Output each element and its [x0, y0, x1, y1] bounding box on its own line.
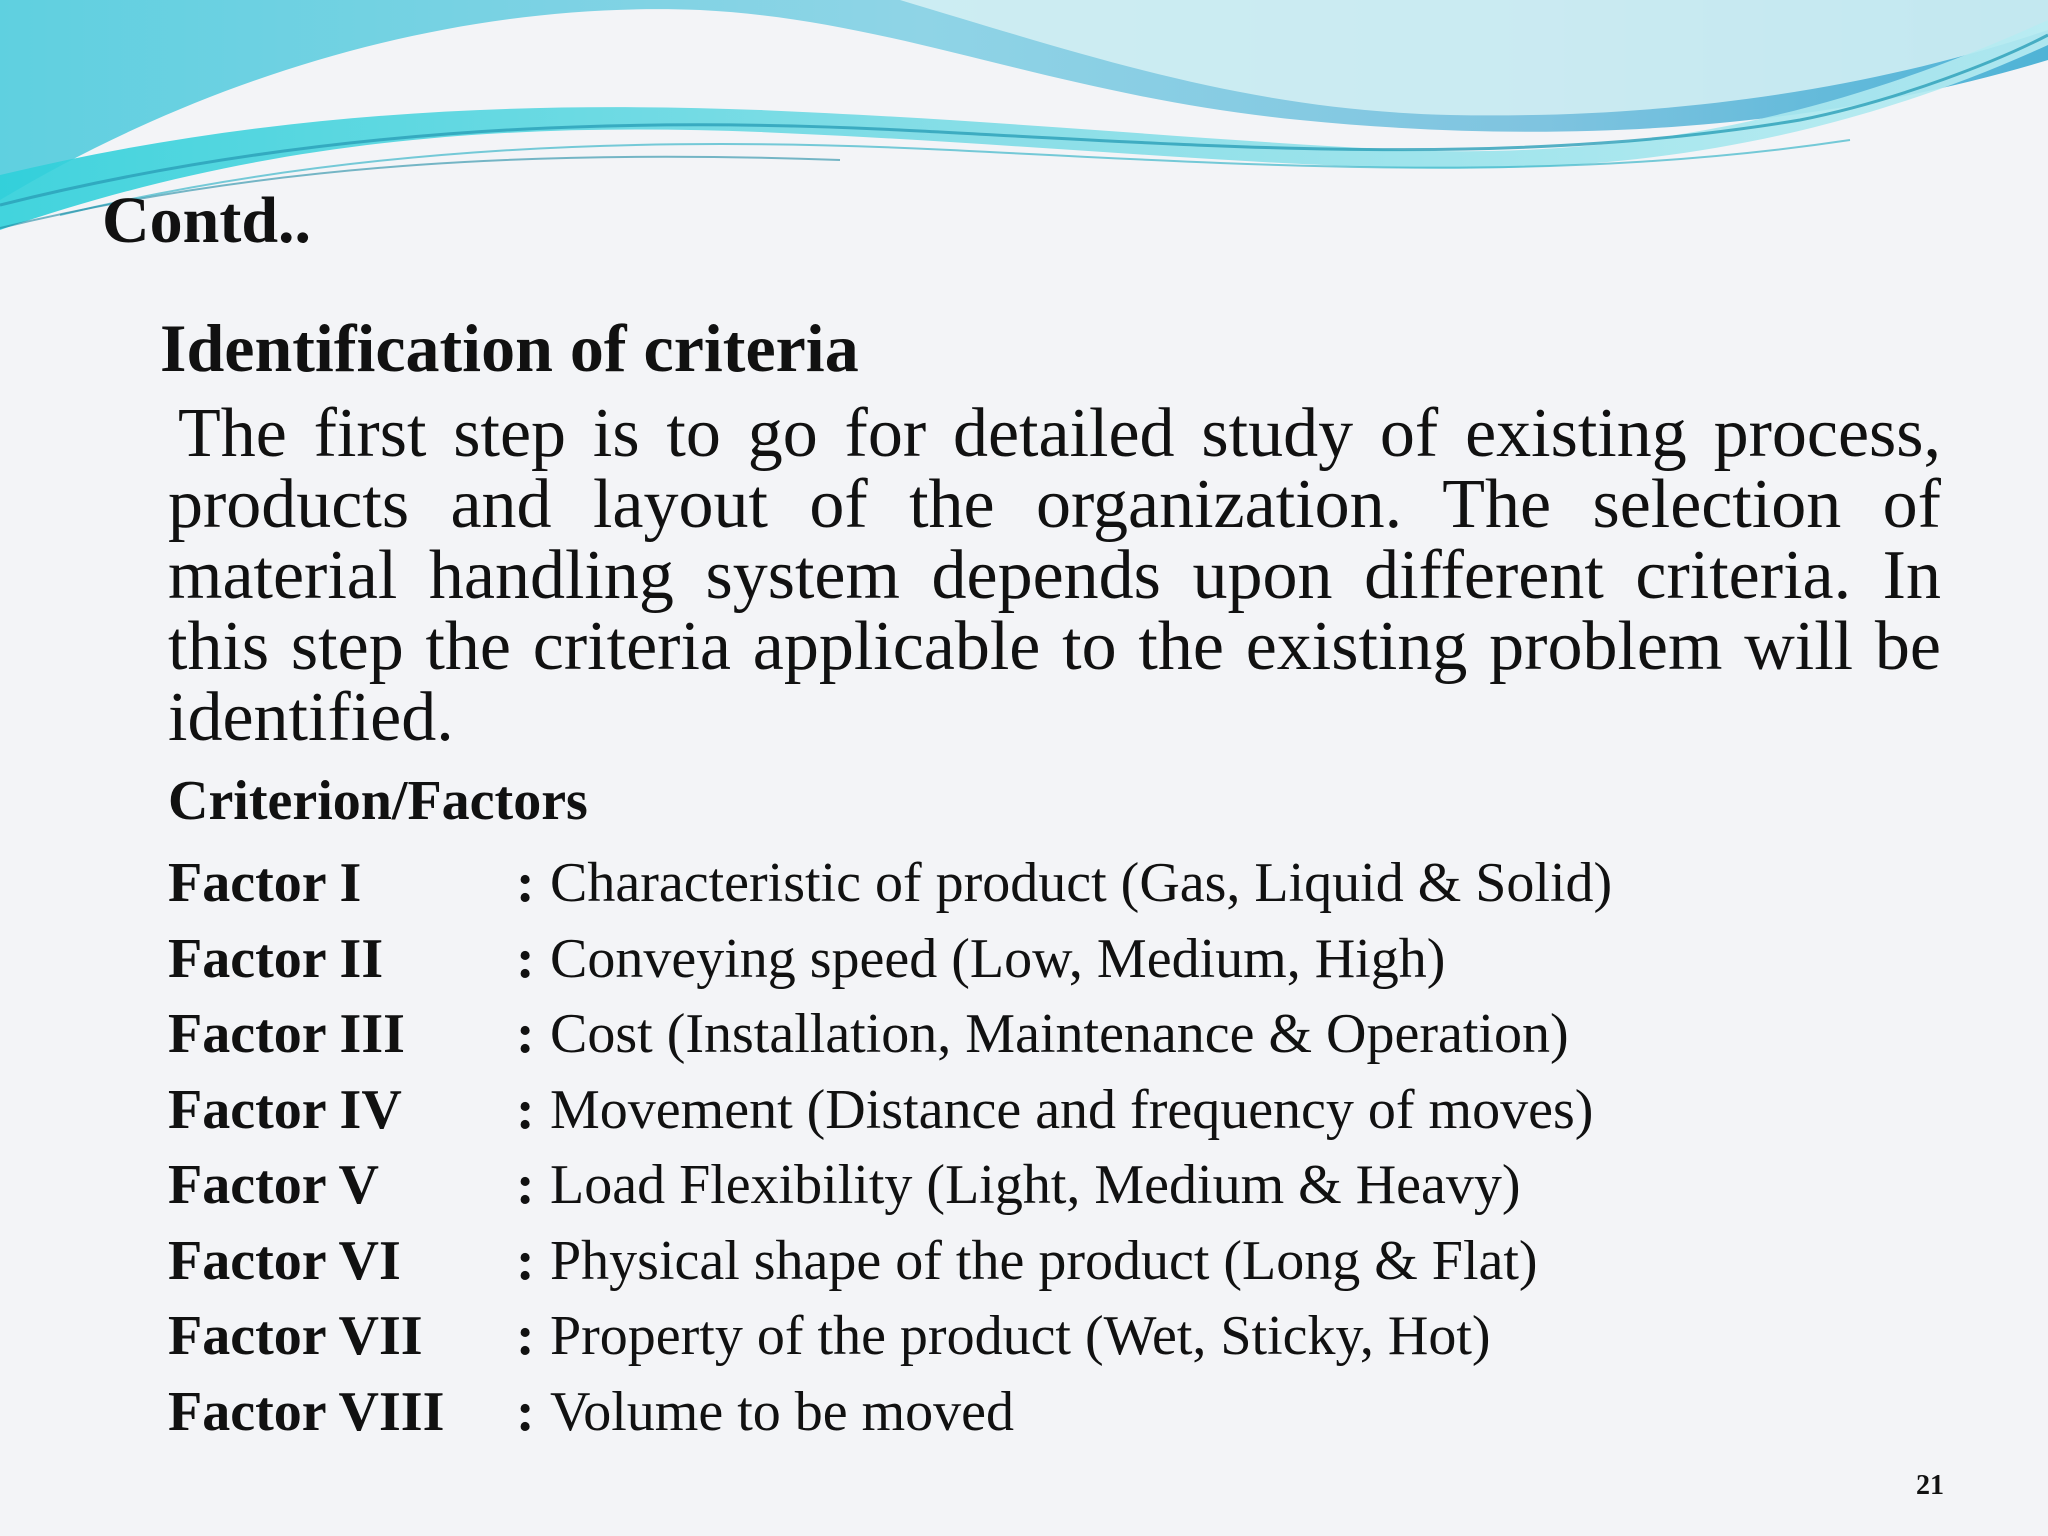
factor-description: Cost (Installation, Maintenance & Operation) — [550, 1003, 1569, 1065]
factor-separator: : — [516, 1154, 535, 1216]
factor-row — [168, 997, 1868, 1073]
factor-separator: : — [516, 1078, 535, 1141]
factor-row — [168, 846, 1868, 922]
factor-separator: : — [516, 1305, 535, 1367]
factor-description: Characteristic of product (Gas, Liquid & Solid) — [550, 852, 1613, 914]
factor-description: Conveying speed (Low, Medium, High) — [550, 927, 1446, 990]
factor-separator: : — [516, 852, 535, 914]
factor-row — [168, 1073, 1868, 1149]
factor-description: Movement (Distance and frequency of moves) — [550, 1078, 1594, 1141]
factor-row — [168, 1148, 1868, 1224]
factor-name: Factor VI — [168, 1229, 401, 1292]
factor-row — [168, 922, 1868, 998]
section-heading: Identification of criteria — [160, 310, 859, 386]
factor-description: Load Flexibility (Light, Medium & Heavy) — [550, 1154, 1521, 1216]
factor-name: Factor VII — [168, 1305, 423, 1367]
factor-row — [168, 1224, 1868, 1300]
factor-name: Factor VIII — [168, 1380, 445, 1443]
factor-list — [168, 846, 1868, 1450]
factor-description: Physical shape of the product (Long & Flat) — [550, 1229, 1538, 1292]
factor-name: Factor V — [168, 1154, 379, 1216]
factor-row — [168, 1299, 1868, 1375]
factor-name: Factor IV — [168, 1078, 402, 1141]
factor-name: Factor III — [168, 1003, 405, 1065]
body-paragraph: The first step is to go for detailed study of existing process, products and layout of the organization. The selection of material handling system depends upon different criteria. In this step the criteria applicable to the existing problem will be identified. — [168, 395, 1941, 756]
factor-description: Property of the product (Wet, Sticky, Hot) — [550, 1305, 1491, 1367]
continuation-label: Contd.. — [102, 184, 312, 257]
factor-description: Volume to be moved — [550, 1380, 1015, 1443]
page-number: 21 — [1916, 1470, 1944, 1501]
factor-row — [168, 1375, 1868, 1451]
factor-separator: : — [516, 1229, 535, 1292]
factor-name: Factor I — [168, 852, 362, 914]
factors-heading: Criterion/Factors — [168, 770, 588, 832]
factor-name: Factor II — [168, 927, 384, 990]
factor-separator: : — [516, 1380, 535, 1443]
factor-separator: : — [516, 1003, 535, 1065]
factor-separator: : — [516, 927, 535, 990]
